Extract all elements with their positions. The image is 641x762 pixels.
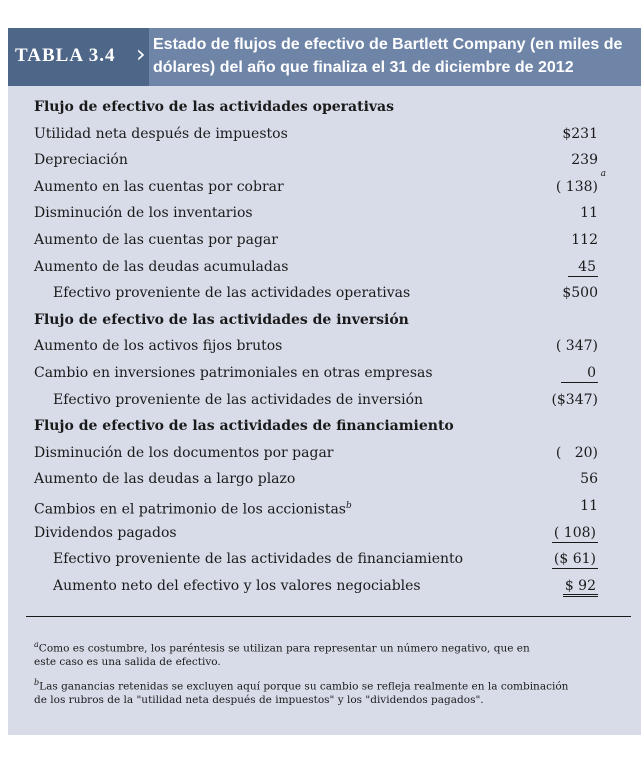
cash-flow-table: [8, 28, 641, 735]
table-tag: TABLA 3.4: [15, 45, 116, 66]
table-row-subtotal: Efectivo proveniente de las actividades de inversión ($347): [53, 391, 598, 408]
table-row: Aumento en las cuentas por cobrar ( 138) a: [34, 168, 606, 195]
footnote-b-marker: b: [346, 500, 352, 511]
table-row-subtotal: Efectivo proveniente de las actividades de financiamiento ($ 61): [53, 551, 596, 568]
table-row: Aumento de los activos fijos brutos ( 347): [34, 338, 598, 355]
footnote-a: [34, 638, 634, 669]
section-heading-operating: Flujo de efectivo de las actividades operativas: [34, 99, 394, 115]
table-row: Disminución de los inventarios 11: [34, 205, 598, 222]
table-header: [8, 28, 641, 86]
footnote-a-mark: a: [34, 640, 39, 649]
table-title: [153, 33, 641, 79]
table-row: Depreciación 239: [34, 152, 598, 169]
table-row: Cambio en inversiones patrimoniales en otras empresas 0: [34, 364, 596, 381]
table-row-total: Aumento neto del efectivo y los valores negociables $ 92: [8, 573, 641, 600]
table-row: Disminución de los documentos por pagar ( 20): [34, 444, 598, 461]
footnote-b-line1: Las ganancias retenidas se excluyen aquí porque su cambio se refleja realmente en la combinación: [39, 680, 569, 693]
table-row: Aumento de las deudas a largo plazo 56: [34, 471, 598, 488]
table-row: Aumento de las deudas acumuladas 45: [34, 258, 596, 275]
table-row: Dividendos pagados ( 108): [34, 524, 596, 541]
section-heading-investing: Flujo de efectivo de las actividades de inversión: [34, 311, 409, 328]
footnote-b-mark: b: [34, 678, 40, 687]
table-row: Cambios en el patrimonio de los accionistas$^b$ 11: [34, 497, 598, 518]
table-row-subtotal: Efectivo proveniente de las actividades operativas $500: [53, 285, 598, 302]
table-body: [8, 94, 641, 599]
footnote-a-line2: este caso es una salida de efectivo.: [34, 655, 221, 668]
table-row: Aumento de las cuentas por pagar 112: [34, 231, 598, 248]
table-tag-badge: [8, 28, 149, 86]
section-heading-financing: Flujo de efectivo de las actividades de financiamiento: [34, 418, 454, 435]
table-title-line2: dólares) del año que finaliza el 31 de diciembre de 2012: [153, 59, 574, 76]
footnote-b: [34, 676, 641, 707]
footnote-a-marker: a: [600, 168, 606, 179]
footnote-a-line1: Como es costumbre, los paréntesis se utilizan para representar un número negativo, que en: [38, 642, 530, 655]
footnote-divider: [26, 616, 631, 617]
chevron-right-icon: ›: [136, 40, 146, 68]
table-row: Utilidad neta después de impuestos $231: [34, 125, 598, 142]
footnote-b-line2: de los rubros de la "utilidad neta después de impuestos" y los "dividendos pagados".: [34, 693, 484, 706]
table-title-line1: Estado de flujos de efectivo de Bartlett Company (en miles de: [153, 36, 623, 53]
